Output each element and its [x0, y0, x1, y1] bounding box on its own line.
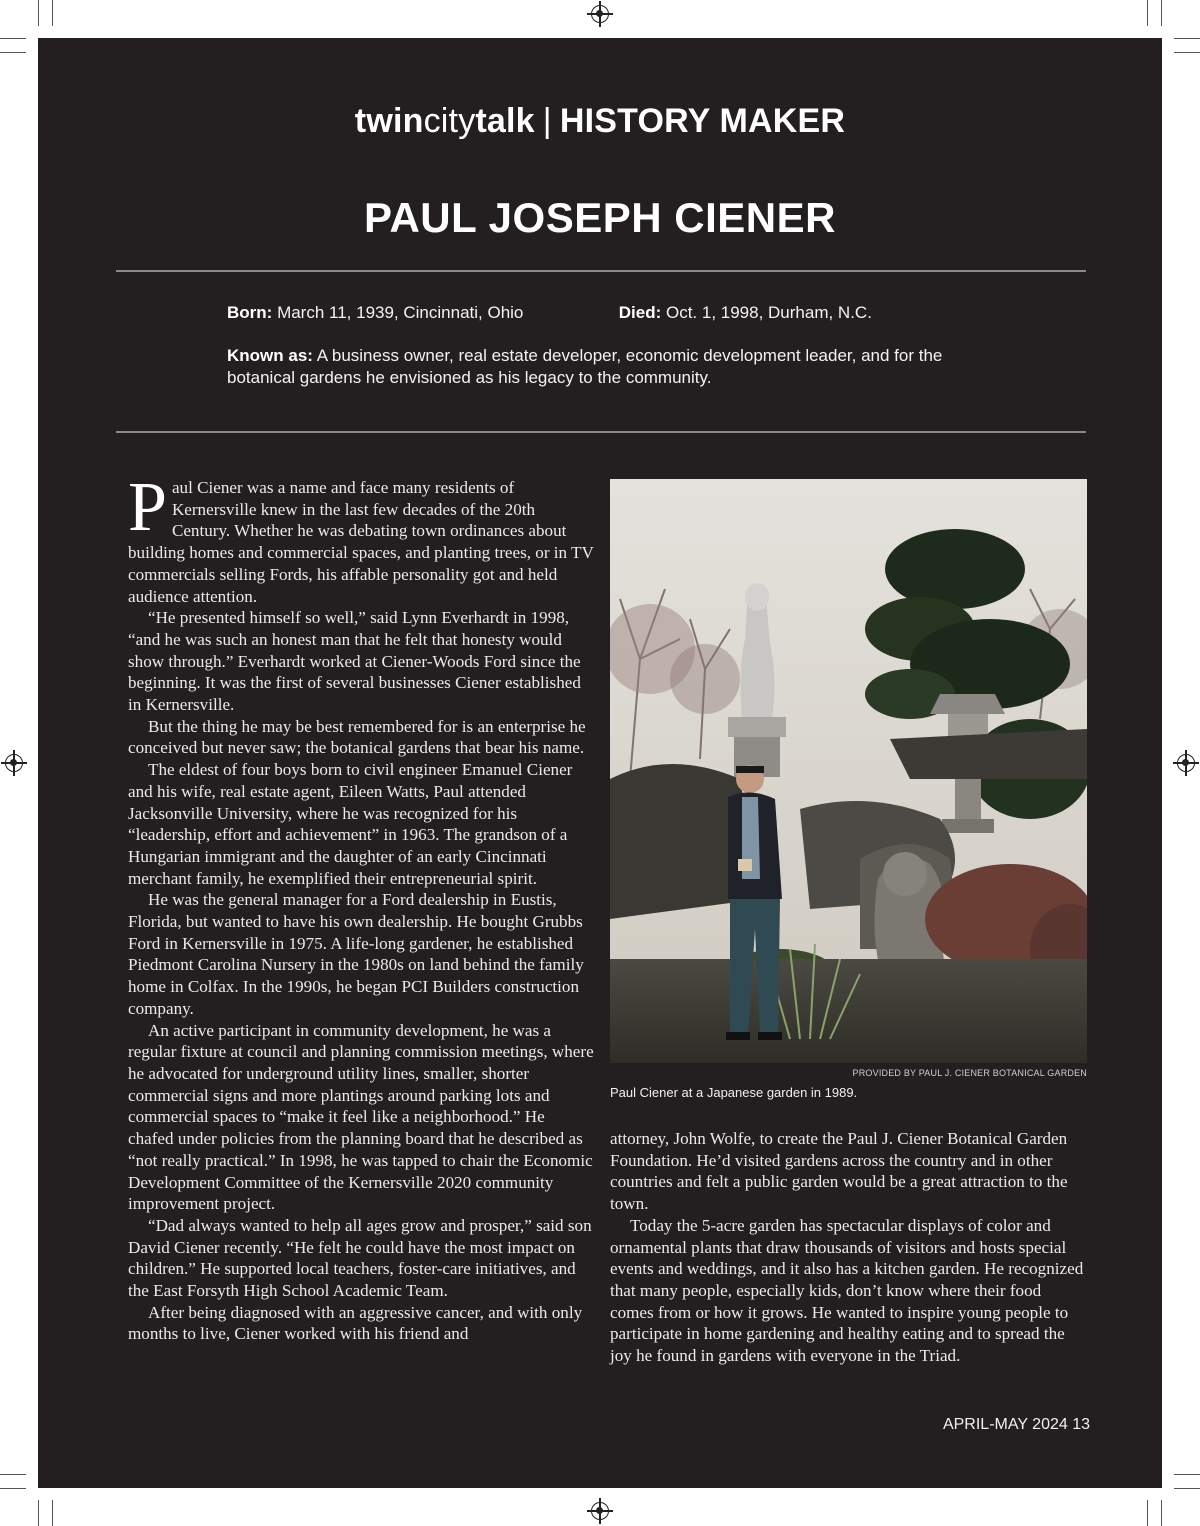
article-paragraph: He was the general manager for a Ford dealership in Eustis, Florida, but wanted to have his own dealership. He bought Grubbs Ford in Kernersville in 1975. A life-long gardener, he established Piedmont Carolina Nursery in the 1980s on land behind the family home in Colfax. In the 1990s, he began PCI Builders construction company.	[128, 890, 584, 1018]
born-value: March 11, 1939, Cincinnati, Ohio	[277, 303, 524, 322]
born-fact	[227, 302, 614, 324]
crop-mark	[52, 0, 53, 26]
masthead-separator: |	[542, 102, 552, 140]
article-paragraph: Paul Ciener was a name and face many residents of Kernersville knew in the last few decades of the 20th Century. Whether he was debating town ordinances about building homes and commercial spaces, and planting trees, or in TV commercials selling Fords, his affable personality got and held audience attention.	[128, 469, 594, 606]
crop-mark	[52, 1500, 53, 1526]
page-title: PAUL JOSEPH CIENER	[364, 194, 836, 241]
died-label: Died:	[618, 303, 662, 322]
registration-mark-icon	[1177, 754, 1195, 772]
section-name: HISTORY MAKER	[559, 102, 846, 140]
died-fact	[614, 303, 872, 322]
crop-mark	[1147, 0, 1148, 26]
facts-born-died	[227, 302, 997, 324]
garden-photo	[610, 479, 1087, 1063]
magazine-page	[38, 38, 1162, 1488]
article-paragraph: The eldest of four boys born to civil engineer Emanuel Ciener and his wife, real estate agent, Eileen Watts, Paul attended Jacksonville University, where he was recognized for his “leadership, effort and achievement” in 1963. The grandson of a Hungarian immigrant and the daughter of an early Cincinnati merchant family, he exemplified their entrepreneurial spirit.	[128, 760, 573, 888]
crop-mark	[38, 1500, 39, 1526]
crop-mark	[1174, 38, 1200, 39]
died-value: Oct. 1, 1998, Durham, N.C.	[665, 303, 872, 322]
crop-mark	[0, 1488, 26, 1489]
article-paragraph: An active participant in community development, he was a regular fixture at council and planning commission meetings, where he advocated for underground utility lines, smaller, shorter commercial signs and more plantings around parking lots and commercial spaces to “make it feel like a neighborhood.” He chafed under policies from the planning board that he described as “not really practical.” In 1998, he was tapped to chair the Economic Development Committee of the Kernersville 2020 community improvement project.	[128, 1020, 594, 1214]
drop-cap: P	[128, 469, 167, 546]
crop-mark	[1161, 0, 1162, 26]
crop-mark	[1174, 1474, 1200, 1475]
known-value: A business owner, real estate developer, economic development leader, and for the botanical gardens he envisioned as his legacy to the community.	[227, 346, 943, 387]
photo-credit: PROVIDED BY PAUL J. CIENER BOTANICAL GARDEN	[852, 1068, 1087, 1078]
article-paragraph: But the thing he may be best remembered for is an enterprise he conceived but never saw; the botanical gardens that bear his name.	[128, 716, 586, 758]
crop-mark	[0, 1474, 26, 1475]
article-column-left	[128, 469, 594, 1345]
crop-mark	[1174, 1488, 1200, 1489]
registration-mark-icon	[591, 1502, 609, 1520]
article-column-right	[610, 1128, 1087, 1367]
article-paragraph: “Dad always wanted to help all ages grow and prosper,” said son David Ciener recently. “He felt he could have the most impact on children.” He supported local teachers, foster-care initiatives, and the East Forsyth High School Academic Team.	[128, 1215, 592, 1301]
crop-mark	[0, 38, 26, 39]
crop-mark	[1161, 1500, 1162, 1526]
article-paragraph: Today the 5-acre garden has spectacular displays of color and ornamental plants that draw thousands of visitors and hosts special events and weddings, and it also has a kitchen garden. He recognized that many people, especially kids, don’t know where their food comes from or how it grows. He wanted to inspire young people to participate in home gardening and healthy eating and to spread the joy he found in gardens with everyone in the Triad.	[610, 1215, 1084, 1366]
crop-mark	[1174, 52, 1200, 53]
divider	[116, 431, 1086, 433]
facts-known-as	[227, 345, 997, 389]
article-paragraph: After being diagnosed with an aggressive cancer, and with only months to live, Ciener worked with his friend and	[128, 1302, 583, 1344]
brand-city: city	[423, 102, 476, 140]
registration-mark-icon	[591, 5, 609, 23]
brand-talk: talk	[475, 102, 535, 140]
registration-mark-icon	[5, 754, 23, 772]
born-label: Born:	[227, 303, 273, 322]
article-paragraph: “He presented himself so well,” said Lynn Everhardt in 1998, “and he was such an honest man that he felt that honesty would show through.” Everhardt worked at Ciener-Woods Ford since the beginning. It was the first of several businesses Ciener established in Kernersville.	[128, 608, 581, 715]
photo-caption: Paul Ciener at a Japanese garden in 1989.	[610, 1085, 858, 1100]
masthead	[38, 102, 1162, 141]
divider	[116, 270, 1086, 272]
article-paragraph: attorney, John Wolfe, to create the Paul J. Ciener Botanical Garden Foundation. He’d visited gardens across the country and in other countries and felt a public garden would be a great attraction to the town.	[610, 1129, 1068, 1214]
brand-twin: twin	[354, 102, 424, 140]
crop-mark	[0, 52, 26, 53]
known-label: Known as:	[227, 346, 313, 365]
crop-mark	[1147, 1500, 1148, 1526]
page-folio: APRIL-MAY 2024 13	[942, 1416, 1090, 1433]
crop-mark	[38, 0, 39, 26]
